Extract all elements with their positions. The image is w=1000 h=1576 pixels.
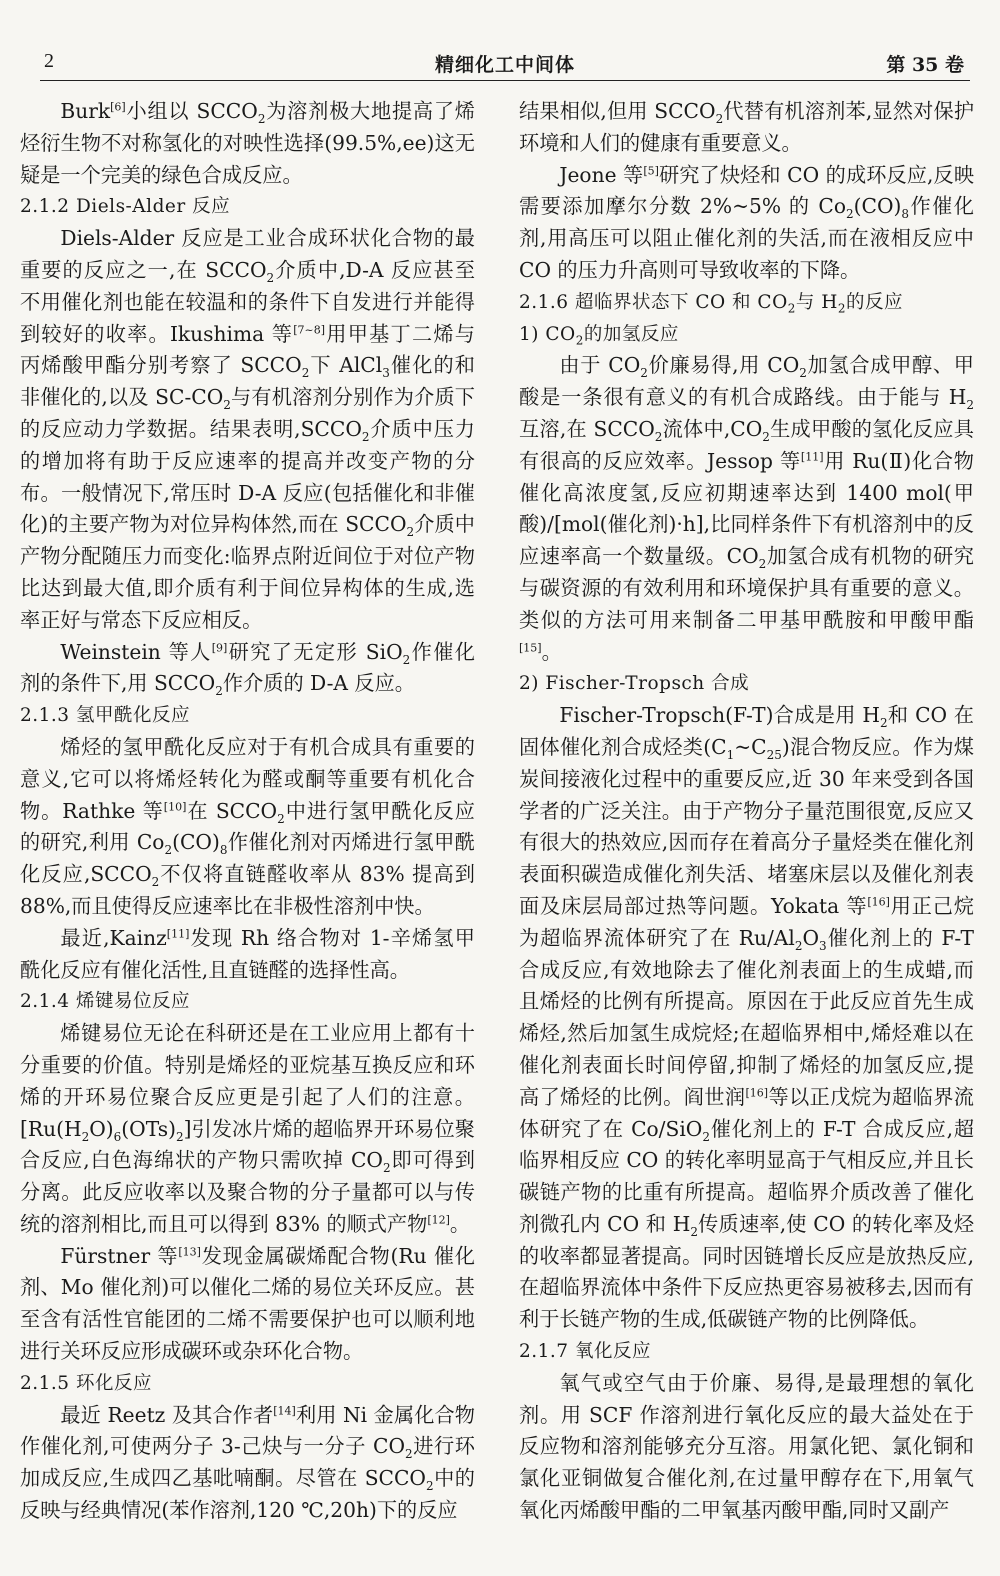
right-column xyxy=(519,96,974,1527)
paragraph: Weinstein 等人[9]研究了无定形 SiO$_2$作催化剂的条件下,用 $SCCO_2$作介质的 D-A 反应。 xyxy=(20,639,475,699)
left-column xyxy=(20,96,475,1527)
subsection-heading: 2) Fischer-Tropsch 合成 xyxy=(519,673,750,695)
subsection-heading: 1) $CO_2$的加氢反应 xyxy=(519,323,679,348)
paragraph: 氧气或空气由于价廉、易得,是最理想的氧化剂。用 SCF 作溶剂进行氧化反应的最大益处在于反应物和溶剂能够充分互溶。用氯化钯、氯化铜和氯化亚铜做复合催化剂,在过量甲醇存在下,用氧气氧化丙烯酸甲酯的二甲氧基丙酸甲酯,同时又副产 xyxy=(519,1370,974,1523)
volume-label: 第 35 卷 xyxy=(886,54,964,76)
paragraph: Jeone 等[5]研究了炔烃和 CO 的成环反应,反映需要添加摩尔分数 2%~5% 的 $Co_2(CO)_8$作催化剂,用高压可以阻止催化剂的失活,而在液相反应中 CO 的压力升高则可导致收率的下降。 xyxy=(519,162,975,282)
section-heading: 2.1.3 氢甲酰化反应 xyxy=(20,705,190,727)
paragraph: 最近,Kainz[11]发现 Rh 络合物对 1-辛烯氢甲酰化反应有催化活性,且直链醛的选择性高。 xyxy=(20,925,475,982)
paragraph: Burk[6]小组以 $SCCO_2$为溶剂极大地提高了烯烃衍生物不对称氢化的对映性选择(99.5%,ee)这无疑是一个完美的绿色合成反应。 xyxy=(20,99,475,187)
paragraph: 最近 Reetz 及其合作者[14]利用 Ni 金属化合物作催化剂,可使两分子 3-己炔与一分子 $CO_2$进行环加成反应,生成四乙基吡喃酮。尽管在 $SCCO_2$中的反映与经典情况(苯作溶剂,120 ℃,20h)下的反应 xyxy=(20,1402,475,1523)
page-number: 2 xyxy=(44,50,54,72)
journal-title: 精细化工中间体 xyxy=(434,54,575,76)
paragraph: 结果相似,但用 $SCCO_2$代替有机溶剂苯,显然对保护环境和人们的健康有重要意义。 xyxy=(519,99,975,155)
paragraph: 烯键易位无论在科研还是在工业应用上都有十分重要的价值。特别是烯烃的亚烷基互换反应和环烯的开环易位聚合反应更是引起了人们的注意。$[Ru(H_2O)_6(OTs)_2]$引发冰片烯的超临界开环易位聚合反应,白色海绵状的产物只需吹掉 $CO_2$即可得到分离。此反应收率以及聚合物的分子量都可以与传统的溶剂相比,而且可以得到 83% 的顺式产物[12]。 xyxy=(20,1021,475,1236)
paragraph: Fischer-Tropsch(F-T)合成是用 $H_2$和 CO 在固体催化剂合成烃类$(C_1\sim C_{25})$混合物反应。作为煤炭间接液化过程中的重要反应,近 30 年来受到各国学者的广泛关注。由于产物分子量范围很宽,反应又有很大的热效应,因而存在着高分子量烃类在催化剂表面积碳造成催化剂失活、堵塞床层以及催化剂表面及床层局部过热等问题。Yokata 等[16]用正己烷为超临界流体研究了在 $Ru/Al_2O_3$催化剂上的 F-T 合成反应,有效地除去了催化剂表面上的生成蜡,而且烯烃的比例有所提高。原因在于此反应首先生成烯烃,然后加氢生成烷烃;在超临界相中,烯烃难以在催化剂表面长时间停留,抑制了烯烃的加氢反应,提高了烯烃的比例。阎世润[16]等以正戊烷为超临界流体研究了在 Co/SiO$_2$催化剂上的 F-T 合成反应,超临界相反应 CO 的转化率明显高于气相反应,并且长碳链产物的比重有所提高。超临界介质改善了催化剂微孔内 CO 和 $H_2$传质速率,使 CO 的转化率及烃的收率都显著提高。同时因链增长反应是放热反应,在超临界流体中条件下反应热更容易被移去,因而有利于长链产物的生成,低碳链产物的比例降低。 xyxy=(519,703,975,1332)
paragraph: 由于 $CO_2$价廉易得,用 $CO_2$加氢合成甲醇、甲酸是一条很有意义的有机合成路线。由于能与 $H_2$互溶,在 $SCCO_2$流体中$,CO_2$生成甲酸的氢化反应具有很高的反应效率。Jessop 等[11]用 Ru(Ⅱ)化合物催化高浓度氢,反应初期速率达到 1400 mol(甲酸)/[mol(催化剂)·h],比同样条件下有机溶剂中的反应速率高一个数量级。$CO_2$加氢合成有机物的研究与碳资源的有效利用和环境保护具有重要的意义。类似的方法可用来制备二甲基甲酰胺和甲酸甲酯[15]。 xyxy=(519,353,974,664)
section-heading: 2.1.4 烯键易位反应 xyxy=(20,991,190,1013)
section-heading: 2.1.7 氧化反应 xyxy=(519,1341,651,1363)
page-header xyxy=(40,44,970,81)
paragraph: 烯烃的氢甲酰化反应对于有机合成具有重要的意义,它可以将烯烃转化为醛或酮等重要有机化合物。Rathke 等[10]在 $SCCO_2$中进行氢甲酰化反应的研究,利用 $Co_2(CO)_8$作催化剂对丙烯进行氢甲酰化反应$,SCCO_2$不仅将直链醛收率从 83% 提高到 88%,而且使得反应速率比在非极性溶剂中快。 xyxy=(20,734,475,918)
section-heading: 2.1.5 环化反应 xyxy=(20,1372,152,1394)
paragraph: Diels-Alder 反应是工业合成环状化合物的最重要的反应之一,在 $SCCO_2$介质中,D-A 反应甚至不用催化剂也能在较温和的条件下自发进行并能得到较好的收率。Ikushima 等[7~8]用甲基丁二烯与丙烯酸甲酯分别考察了 $SCCO_2$下 AlCl$_3$催化的和非催化的,以及 $SC-CO_2$与有机溶剂分别作为介质下的反应动力学数据。结果表明$,SCCO_2$介质中压力的增加将有助于反应速率的提高并改变产物的分布。一般情况下,常压时 D-A 反应(包括催化和非催化)的主要产物为对位异构体然,而在 $SCCO_2$介质中产物分配随压力而变化:临界点附近间位于对位产物比达到最大值,即介质有利于间位异构体的生成,选率正好与常态下反应相反。 xyxy=(20,226,476,632)
paragraph: Fürstner 等[13]发现金属碳烯配合物(Ru 催化剂、Mo 催化剂)可以催化二烯的易位关环反应。甚至含有活性官能团的二烯不需要保护也可以顺利地进行关环反应形成碳环或杂环化合物。 xyxy=(20,1243,475,1364)
section-heading: 2.1.2 Diels-Alder 反应 xyxy=(20,196,231,218)
section-heading: 2.1.6 超临界状态下 CO 和 $CO_2$与 $H_2$的反应 xyxy=(519,291,904,316)
